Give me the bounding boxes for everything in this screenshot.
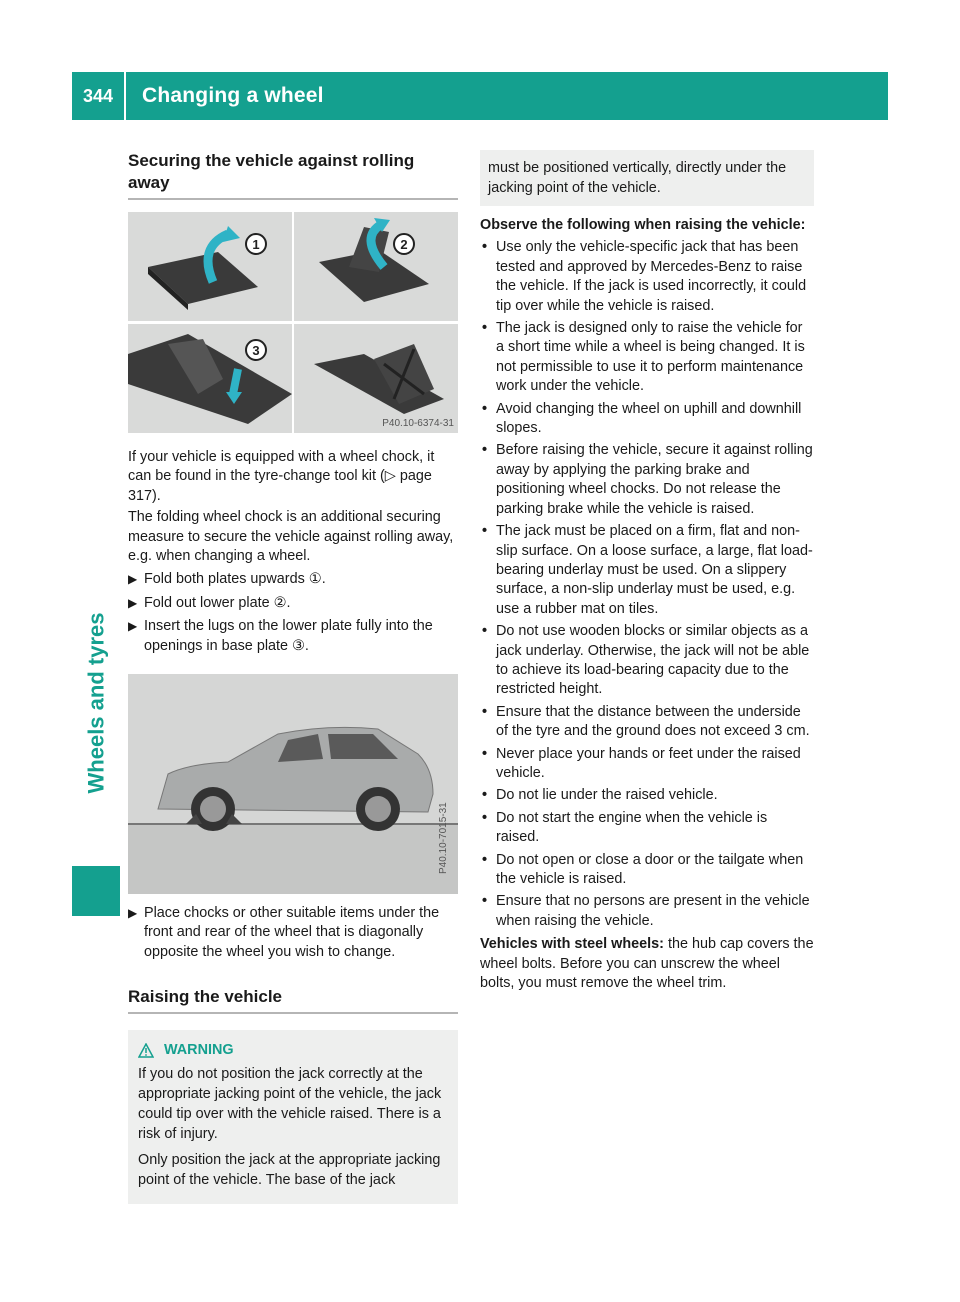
bullet-icon: • — [482, 745, 488, 762]
list-item: • Avoid changing the wheel on uphill and downhill slopes. — [482, 400, 802, 437]
step-item: ▶ Fold both plates upwards ①. — [128, 570, 458, 589]
steps-list-chock — [128, 570, 458, 656]
warning-box — [128, 1030, 458, 1204]
step-item: ▶ Fold out lower plate ②. — [128, 594, 458, 613]
arrow-right-icon: ▶ — [128, 595, 138, 610]
side-tab-label-container — [72, 600, 120, 870]
section-heading-raising: Raising the vehicle — [128, 986, 458, 1014]
precautions-list — [480, 238, 814, 931]
warning-continuation-box — [480, 150, 814, 206]
page-number: 344 — [72, 72, 126, 120]
warning-text-1: If you do not position the jack correctly at the appropriate jacking point of the vehicle, the jack could tip over with the vehicle raised. There is a risk of injury. — [138, 1066, 442, 1143]
list-item: • Ensure that no persons are present in the vehicle when raising the vehicle. — [482, 893, 810, 929]
list-item: • Do not open or close a door or the tailgate when the vehicle is raised. — [482, 851, 804, 887]
right-column — [480, 150, 814, 993]
chock-assembled-image — [294, 324, 458, 433]
figure-code-1: P40.10-6374-31 — [382, 418, 454, 429]
list-item: • Do not use wooden blocks or similar objects as a jack underlay. Otherwise, the jack will not be able to achieve its load-bearing capacity due to the restricted height. — [482, 623, 810, 698]
list-item: • Do not lie under the raised vehicle. — [480, 786, 814, 805]
page-title: Changing a wheel — [142, 84, 324, 107]
steps-list-chocks — [128, 904, 458, 962]
arrow-right-icon: ▶ — [128, 906, 138, 921]
bullet-icon: • — [482, 320, 488, 337]
bullet-icon: • — [482, 442, 488, 459]
steel-wheels-paragraph — [480, 935, 814, 993]
paragraph-chock-purpose: The folding wheel chock is an additional securing measure to secure the vehicle against rolling away, e.g. when changing a wheel. — [128, 509, 454, 565]
observe-heading: Observe the following when raising the vehicle: — [480, 217, 806, 233]
bullet-icon: • — [482, 703, 488, 720]
list-item: • The jack is designed only to raise the vehicle for a short time while a wheel is being changed. It is not permissible to use it to perform maintenance work under the vehicle. — [482, 320, 805, 395]
list-item: • Do not start the engine when the vehicle is raised. — [482, 809, 768, 846]
list-item: • Never place your hands or feet under the raised vehicle. — [482, 745, 801, 781]
paragraph-chock-location: If your vehicle is equipped with a wheel chock, it can be found in the tyre-change tool kit (▷ page 317). — [128, 449, 435, 504]
wheel-chock-figure — [128, 212, 458, 434]
list-item: • Use only the vehicle-specific jack that has been tested and approved by Mercedes-Benz to raise the vehicle. If the jack is used incorrectly, it could tip over while the vehicle is raised. — [482, 239, 807, 314]
bullet-icon: • — [482, 623, 488, 640]
arrow-right-icon: ▶ — [128, 572, 138, 587]
side-tab-label: Wheels and tyres — [83, 612, 109, 794]
svg-text:2: 2 — [400, 237, 408, 252]
warning-triangle-icon — [138, 1043, 154, 1058]
warning-header — [138, 1042, 450, 1058]
section-heading-securing: Securing the vehicle against rolling away — [128, 150, 458, 200]
step-item: ▶ Place chocks or other suitable items under the front and rear of the wheel that is diagonally opposite the wheel you wish to change. — [128, 905, 440, 960]
warning-text-2: Only position the jack at the appropriate jacking point of the vehicle. The base of the jack — [138, 1152, 441, 1189]
car-with-chocks-image — [128, 674, 458, 894]
figure-code-2: P40.10-7015-31 — [438, 802, 449, 875]
svg-text:1: 1 — [252, 237, 260, 252]
steel-wheels-text: the hub cap covers the wheel bolts. Before you can unscrew the wheel bolts, you must remove the wheel trim. — [480, 936, 814, 992]
list-item: • The jack must be placed on a firm, flat and non-slip surface. On a loose surface, a large, flat load-bearing underlay must be used. On a slippery surface, a non-slip underlay must be used, e.g. use a rubber mat on tiles. — [482, 523, 813, 617]
chock-step-1-image — [128, 212, 292, 321]
warning-continuation-text: must be positioned vertically, directly under the jacking point of the vehicle. — [488, 160, 787, 196]
bullet-icon: • — [482, 809, 488, 826]
header-bar — [72, 72, 888, 120]
left-column — [128, 150, 458, 1204]
side-tab-marker — [72, 866, 120, 916]
steel-wheels-label: Vehicles with steel wheels: — [480, 936, 664, 953]
bullet-icon: • — [482, 523, 488, 540]
chock-step-3-image — [128, 324, 292, 433]
warning-title: WARNING — [164, 1042, 234, 1059]
list-item: • Before raising the vehicle, secure it against rolling away by applying the parking brake and positioning wheel chocks. Do not release the parking brake while the vehicle is raised. — [482, 442, 813, 517]
arrow-right-icon: ▶ — [128, 619, 138, 634]
bullet-icon: • — [482, 400, 488, 417]
bullet-icon: • — [482, 893, 488, 910]
svg-text:3: 3 — [252, 343, 260, 358]
bullet-icon: • — [482, 851, 488, 868]
bullet-icon: • — [482, 239, 488, 256]
chock-step-2-image — [294, 212, 458, 321]
step-item: ▶ Insert the lugs on the lower plate fully into the openings in base plate ③. — [128, 618, 433, 654]
list-item: • Ensure that the distance between the underside of the tyre and the ground does not exceed 3 cm. — [482, 703, 810, 740]
bullet-icon: • — [482, 787, 488, 804]
